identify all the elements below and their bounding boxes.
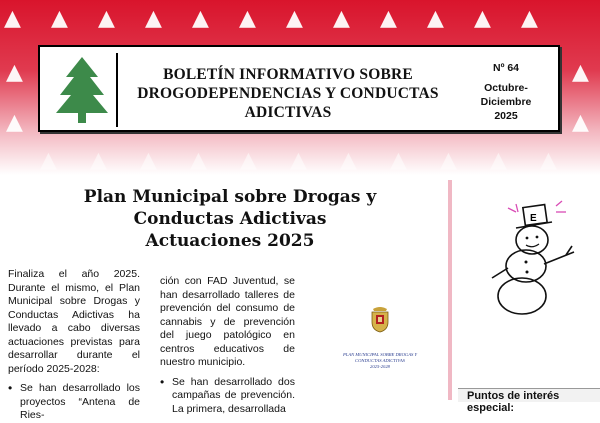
issue-period: Octubre-Diciembre xyxy=(480,82,532,108)
points-of-interest-header xyxy=(458,388,600,414)
tree-icon: ▲ xyxy=(427,6,444,31)
title-line-2: DROGODEPENDENCIAS Y CONDUCTAS ADICTIVAS xyxy=(137,85,439,121)
tree-icon: ▲ xyxy=(390,148,407,173)
intro-paragraph: Finaliza el año 2025. Durante el mismo, el Plan Municipal sobre Drogas y Conductas Adictivas ha llevado a cabo diversas actuaciones previstas para desarrollar durante el período 2025-2028: xyxy=(8,268,140,375)
issue-info xyxy=(460,61,552,123)
issue-number: Nº 64 xyxy=(492,62,519,74)
caption-line-3: 2025-2028 xyxy=(370,364,390,369)
tree-icon: ▲ xyxy=(521,6,538,31)
header-divider xyxy=(116,53,118,127)
municipal-crest-icon xyxy=(369,305,391,333)
points-of-interest-title: Puntos de interés especial: xyxy=(467,390,560,414)
tree-icon: ▲ xyxy=(51,6,68,31)
tree-icon: ▲ xyxy=(440,148,457,173)
tree-icon: ▲ xyxy=(190,148,207,173)
article-title-line-3: Actuaciones 2025 xyxy=(145,231,315,251)
tree-icon: ▲ xyxy=(340,148,357,173)
tree-icon: ▲ xyxy=(290,148,307,173)
tree-icon: ▲ xyxy=(4,6,21,31)
bullet-item: • Se han desarrollado dos campañas de prevención. La primera, desarrollada xyxy=(160,376,295,417)
tree-icon: ▲ xyxy=(333,6,350,31)
article-title-line-1: Plan Municipal sobre Drogas y xyxy=(83,187,377,207)
newsletter-title xyxy=(128,65,448,122)
article-title-line-2: Conductas Adictivas xyxy=(133,209,327,229)
title-line-1: BOLETÍN INFORMATIVO SOBRE xyxy=(163,66,413,83)
tree-icon: ▲ xyxy=(540,148,557,173)
christmas-tree-icon xyxy=(54,55,110,125)
tree-icon: ▲ xyxy=(239,6,256,31)
body-paragraph: ción con FAD Juventud, se han desarrollado talleres de prevención del consumo de cannabis y de prevención del juego patológico en centros educativos de nuestro municipio. xyxy=(160,275,295,368)
body-column-1 xyxy=(8,268,140,423)
tree-icon: ▲ xyxy=(6,110,23,135)
article-title xyxy=(30,186,430,252)
tree-icon: ▲ xyxy=(98,6,115,31)
bullet-item: • Se han desarrollado los proyectos “Antena de Ries- xyxy=(8,382,140,423)
tree-icon: ▲ xyxy=(240,148,257,173)
sidebar-divider xyxy=(448,180,452,400)
tree-icon: ▲ xyxy=(380,6,397,31)
plan-cover-caption xyxy=(335,352,425,370)
tree-icon: ▲ xyxy=(140,148,157,173)
tree-icon: ▲ xyxy=(572,110,589,135)
snowman-icon xyxy=(486,198,582,316)
body-column-2 xyxy=(160,275,295,416)
svg-text:E: E xyxy=(530,213,537,224)
issue-year: 2025 xyxy=(494,110,518,122)
tree-icon: ▲ xyxy=(490,148,507,173)
tree-icon: ▲ xyxy=(192,6,209,31)
tree-icon: ▲ xyxy=(572,60,589,85)
tree-icon: ▲ xyxy=(286,6,303,31)
tree-icon: ▲ xyxy=(40,148,57,173)
newsletter-header xyxy=(38,45,560,132)
tree-icon: ▲ xyxy=(6,60,23,85)
tree-icon: ▲ xyxy=(90,148,107,173)
caption-line-1: PLAN MUNICIPAL SOBRE DROGAS Y xyxy=(342,352,418,357)
caption-line-2: CONDUCTAS ADICTIVAS xyxy=(355,358,405,363)
tree-icon: ▲ xyxy=(474,6,491,31)
tree-icon: ▲ xyxy=(145,6,162,31)
